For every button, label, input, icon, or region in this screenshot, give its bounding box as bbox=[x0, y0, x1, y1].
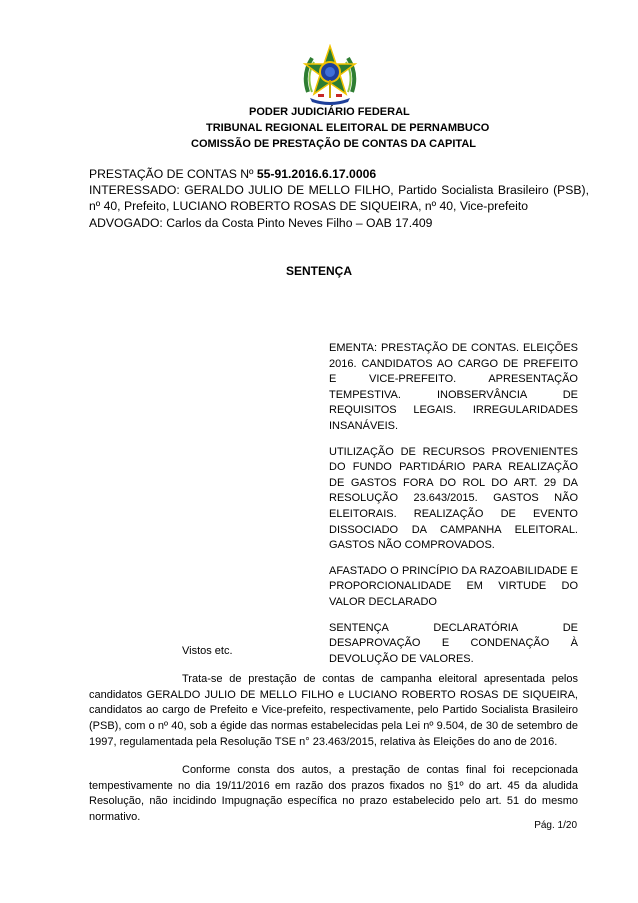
header-line-tribunal: TRIBUNAL REGIONAL ELEITORAL DE PERNAMBUCO bbox=[206, 122, 490, 134]
case-number-label: PRESTAÇÃO DE CONTAS Nº bbox=[89, 167, 257, 181]
interessado-line: INTERESSADO: GERALDO JULIO DE MELLO FILHO, Partido Socialista Brasileiro (PSB), nº 40, Prefeito, LUCIANO ROBERTO ROSAS DE SIQUEIRA, nº 40, Vice-prefeito bbox=[89, 183, 589, 214]
vistos-line: Vistos etc. bbox=[182, 645, 233, 657]
case-number-line bbox=[89, 166, 589, 182]
header-line-poder: PODER JUDICIÁRIO FEDERAL bbox=[249, 106, 410, 118]
ementa-block bbox=[329, 341, 578, 677]
header-line-comissao: COMISSÃO DE PRESTAÇÃO DE CONTAS DA CAPITAL bbox=[191, 138, 476, 150]
case-metadata bbox=[89, 166, 589, 231]
case-number: 55-91.2016.6.17.0006 bbox=[256, 167, 377, 181]
ementa-paragraph: AFASTADO O PRINCÍPIO DA RAZOABILIDADE E PROPORCIONALIDADE EM VIRTUDE DO VALOR DECLARADO bbox=[329, 564, 578, 608]
advogado-line: ADVOGADO: Carlos da Costa Pinto Neves Filho – OAB 17.409 bbox=[89, 215, 433, 230]
body-paragraph: Trata-se de prestação de contas de campanha eleitoral apresentada pelos candidatos GERALDO JULIO DE MELLO FILHO e LUCIANO ROBERTO ROSAS DE SIQUEIRA, candidatos ao cargo de Prefeito e Vice-prefeito, respectivamente, pelo Partido Socialista Brasileiro (PSB), com o nº 40, sob a égide das normas estabelecidas pela Lei nº 9.504, de 30 de setembro de 1997, regulamentada pela Resolução TSE n° 23.463/2015, relativa às Eleições do ano de 2016. bbox=[89, 672, 578, 748]
brazil-coat-of-arms-icon bbox=[300, 44, 360, 106]
ementa-paragraph: EMENTA: PRESTAÇÃO DE CONTAS. ELEIÇÕES 2016. CANDIDATOS AO CARGO DE PREFEITO E VICE-PREFEITO. APRESENTAÇÃO TEMPESTIVA. INOBSERVÂNCIA DE REQUISITOS LEGAIS. IRREGULARIDADES INSANÁVEIS. bbox=[329, 342, 578, 432]
document-title: SENTENÇA bbox=[285, 264, 352, 278]
page-number: Pág. 1/20 bbox=[534, 820, 577, 831]
ementa-paragraph: UTILIZAÇÃO DE RECURSOS PROVENIENTES DO FUNDO PARTIDÁRIO PARA REALIZAÇÃO DE GASTOS FORA DO ROL DO ART. 29 DA RESOLUÇÃO 23.643/2015. GASTOS NÃO ELEITORAIS. REALIZAÇÃO DE EVENTO DISSOCIADO DA CAMPANHA ELEITORAL. GASTOS NÃO COMPROVADOS. bbox=[329, 445, 578, 552]
body-paragraph: Conforme consta dos autos, a prestação de contas final foi recepcionada tempestivamente no dia 19/11/2016 em razão dos prazos fixados no §1º do art. 45 da aludida Resolução, não incidindo Impugnação específica no prazo estabelecido pelo art. 51 do mesmo normativo. bbox=[89, 763, 578, 824]
ementa-paragraph: SENTENÇA DECLARATÓRIA DE DESAPROVAÇÃO E CONDENAÇÃO À DEVOLUÇÃO DE VALORES. bbox=[329, 621, 578, 665]
document-body bbox=[89, 644, 578, 838]
